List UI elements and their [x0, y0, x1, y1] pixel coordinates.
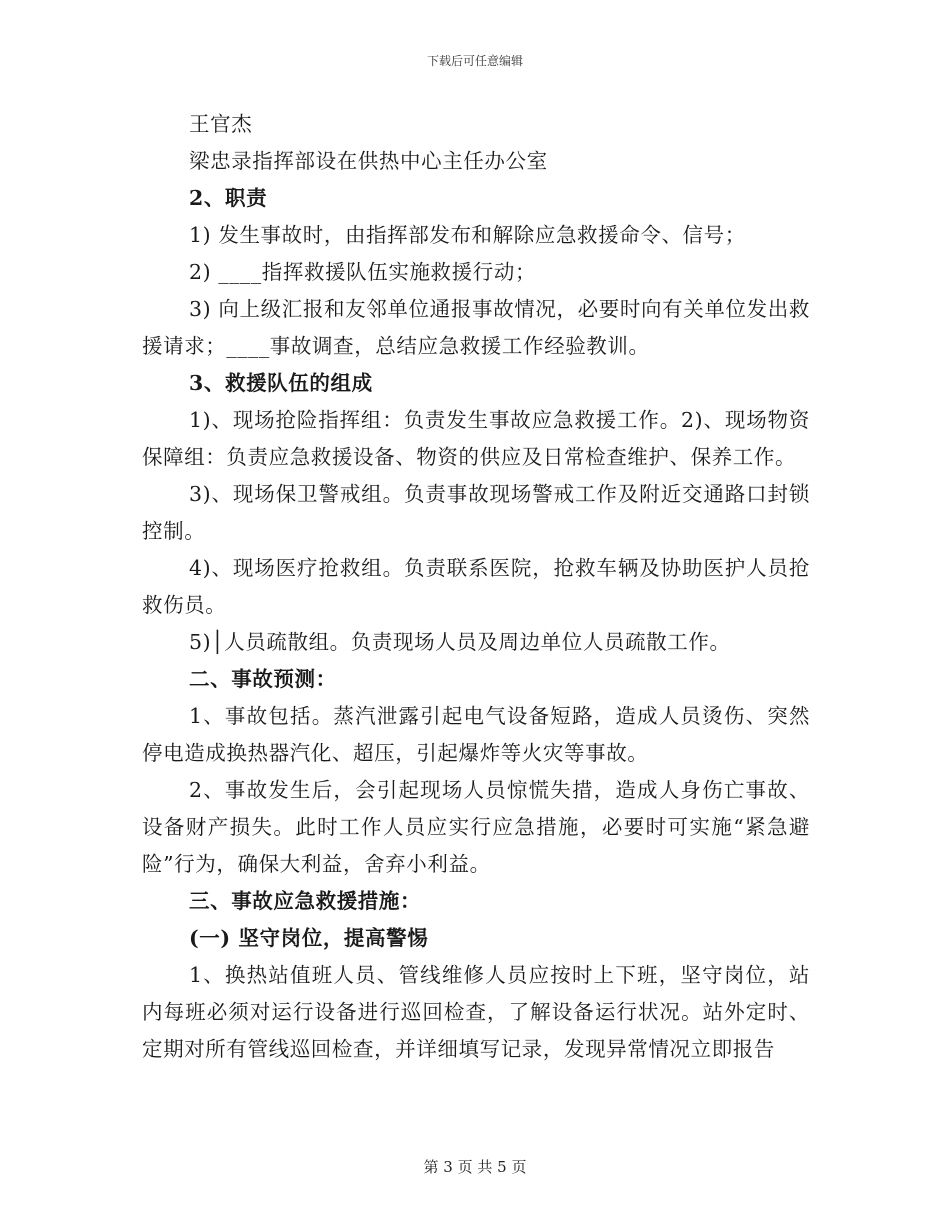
heading-accident-forecast: 二、事故预测：	[189, 667, 337, 691]
page-footer: 第 3 页 共 5 页	[423, 1158, 527, 1176]
paragraph-team-4: 4)、现场医疗抢救组。负责联系医院，抢救车辆及协助医护人员抢救伤员。	[142, 556, 810, 617]
paragraph-team-1-2: 1)、现场抢险指挥组：负责发生事故应急救援工作。2)、现场物资保障组：负责应急救援设备、物资的供应及日常检查维护、保养工作。	[142, 408, 810, 469]
subheading-stay-vigilant: (一) 坚守岗位，提高警惕	[189, 926, 429, 950]
paragraph-team-3: 3)、现场保卫警戒组。负责事故现场警戒工作及附近交通路口封锁控制。	[142, 482, 810, 543]
paragraph-team-5: 5)│人员疏散组。负责现场人员及周边单位人员疏散工作。	[189, 630, 731, 654]
paragraph-duty-3: 3) 向上级汇报和友邻单位通报事故情况，必要时向有关单位发出救援请求；____事故调查，总结应急救援工作经验教训。	[142, 297, 810, 358]
heading-team-composition: 3、救援队伍的组成	[189, 371, 373, 395]
paragraph-duty-2: 2) ____指挥救援队伍实施救援行动；	[189, 260, 537, 284]
paragraph-duty-1: 1) 发生事故时，由指挥部发布和解除应急救援命令、信号；	[189, 223, 746, 247]
paragraph-forecast-2: 2、事故发生后，会引起现场人员惊慌失措，造成人身伤亡事故、设备财产损失。此时工作人员应实行应急措施，必要时可实施“紧急避险”行为，确保大利益，舍弃小利益。	[142, 778, 810, 876]
document-body	[142, 106, 810, 1068]
paragraph-forecast-1: 1、事故包括。蒸汽泄露引起电气设备短路，造成人员烫伤、突然停电造成换热器汽化、超压，引起爆炸等火灾等事故。	[142, 704, 810, 765]
page-header: 下载后可任意编辑	[426, 54, 523, 68]
paragraph-name: 王官杰	[189, 112, 253, 136]
paragraph-measure-1: 1、换热站值班人员、管线维修人员应按时上下班，坚守岗位，站内每班必须对运行设备进行巡回检查，了解设备运行状况。站外定时、定期对所有管线巡回检查，并详细填写记录，发现异常情况立即报告	[142, 963, 810, 1061]
heading-duties: 2、职责	[189, 186, 268, 210]
paragraph-hq-location: 梁忠录指挥部设在供热中心主任办公室	[189, 149, 548, 173]
heading-rescue-measures: 三、事故应急救援措施：	[189, 889, 422, 913]
